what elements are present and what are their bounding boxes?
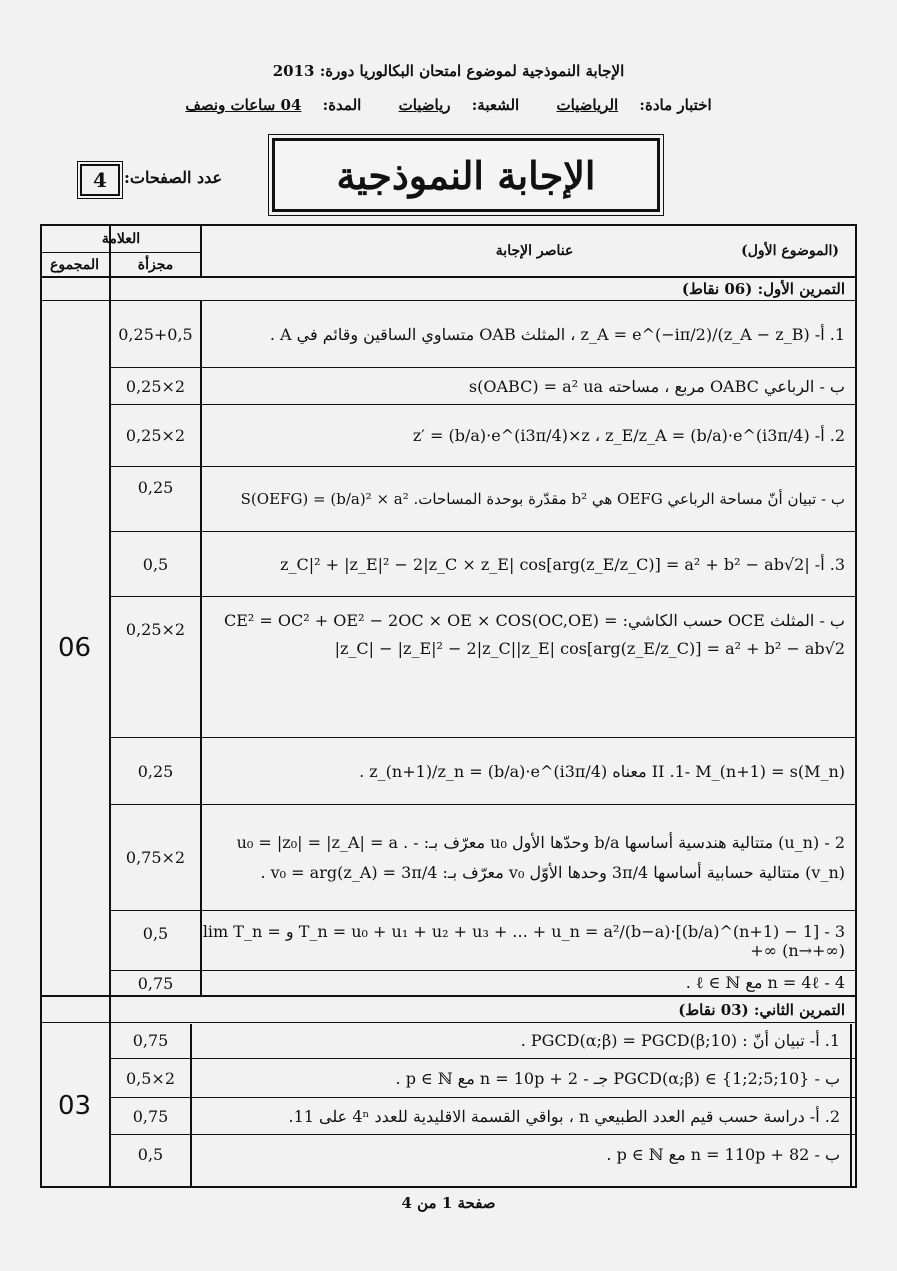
answer-cell: ب - تبيان أنّ مساحة الرباعي OEFG هي b² مقدّرة بوحدة المساحات. S(OEFG) = (b/a)² × a² <box>240 490 845 508</box>
answer-cell: ب - PGCD(α;β) ∈ {1;2;5;10} جـ - n = 10p + 2 مع p ∈ ℕ . <box>395 1068 840 1088</box>
answer-cell: 3. أ- |z_C|² + |z_E|² − 2|z_C × z_E| cos[arg(z_E/z_C)] = a² + b² − ab√2 <box>280 554 845 574</box>
grade-cell: 0,75 <box>137 973 174 993</box>
answer-cell: 3 - T_n = u₀ + u₁ + u₂ + u₃ + ... + u_n = a²/(b−a)·[(b/a)^(n+1) − 1] و lim T_n = +∞ (n→+∞) <box>202 921 845 960</box>
subject-value: الرياضيات <box>556 96 619 114</box>
grade-cell: 0,25×2 <box>125 619 186 639</box>
exercise2-total: 03 <box>57 1090 92 1121</box>
branch-value: رياضيات <box>398 96 451 114</box>
answer-cell: ب - المثلث OCE حسب الكاشي: CE² = OC² + OE² − 2OC × OE × COS(OC,OE) = |z_C| − |z_E|² − 2|z_C||z_E| cos[arg(z_E/z_C)] = a² + b² − ab√2 <box>224 611 845 658</box>
grade-cell: 0,25×2 <box>125 426 186 445</box>
grade-cell: 0,25 <box>137 477 174 497</box>
branch-label: الشعبة: <box>471 96 520 114</box>
exercise2-title: التمرين الثاني: (03 نقاط) <box>678 1000 845 1019</box>
pages-count-label: عدد الصفحات: <box>124 168 223 187</box>
grade-cell: 0,75×2 <box>125 848 186 867</box>
pages-count-value: 4 <box>80 164 120 196</box>
table-head-row <box>202 226 855 276</box>
grade-cell: 0,25+0,5 <box>118 324 193 344</box>
grade-cell: 0,5 <box>137 1144 164 1164</box>
exercise1-total: 06 <box>57 633 92 663</box>
total-label: المجموع <box>50 256 99 273</box>
grade-label: العلامة <box>101 231 141 247</box>
exercise1-title: التمرين الأول: (06 نقاط) <box>681 280 845 298</box>
answer-cell: 1. أ- (z_A − z_B)/z_A = e^(−iπ/2) ، المثلث OAB متساوي الساقين وقائم في A . <box>269 324 845 344</box>
answer-cell: 2 - (u_n) متتالية هندسية أساسها b/a وحدّها الأول u₀ معرّف بـ: u₀ = |z₀| = |z_A| = a . - (v_n) متتالية حسابية أساسها 3π/4 وحدها الأوّل v₀ معرّف بـ: v₀ = arg(z_A) = 3π/4 . <box>236 832 845 882</box>
grade-cell: 0,5×2 <box>125 1068 176 1088</box>
subject-label: اختبار مادة: <box>639 96 712 114</box>
duration-value: 04 ساعات ونصف <box>185 96 302 114</box>
answer-cell: 1. أ- تبيان أنّ : PGCD(α;β) = PGCD(β;10) . <box>520 1031 840 1050</box>
elements-label: عناصر الإجابة <box>495 243 574 259</box>
grade-cell: 0,25 <box>137 761 174 781</box>
grade-cell: 0,75 <box>132 1106 169 1126</box>
partial-label: مجزأة <box>137 256 174 273</box>
grade-cell: 0,5 <box>142 554 169 574</box>
page-title: الإجابة النموذجية <box>272 138 660 212</box>
answer-cell: ب - الرباعي OABC مربع ، مساحته s(OABC) = a² ua <box>468 376 845 396</box>
page-footer: صفحة 1 من 4 <box>401 1194 496 1212</box>
exam-info-line <box>0 96 897 114</box>
answer-cell: 2. أ- دراسة حسب قيم العدد الطبيعي n ، بواقي القسمة الاقليدية للعدد 4ⁿ على 11. <box>288 1106 840 1126</box>
grade-cell: 0,75 <box>132 1031 169 1050</box>
answer-cell: 4 - n = 4ℓ مع ℓ ∈ ℕ . <box>685 973 845 992</box>
exam-header-line: الإجابة النموذجية لموضوع امتحان البكالوريا دورة: 2013 <box>272 62 625 80</box>
answer-cell: ب - n = 110p + 82 مع p ∈ ℕ . <box>606 1144 840 1164</box>
answer-cell: II .1- M_(n+1) = s(M_n) معناه z_(n+1)/z_n = (b/a)·e^(i3π/4) . <box>359 761 845 781</box>
grade-cell: 0,5 <box>142 923 169 943</box>
divider <box>850 1024 852 1188</box>
answer-cell: 2. أ- z′ = (b/a)·e^(i3π/4)×z ، z_E/z_A = (b/a)·e^(i3π/4) <box>412 426 845 445</box>
duration-label: المدة: <box>322 96 362 114</box>
grade-cell: 0,25×2 <box>125 376 186 396</box>
topic-label: (الموضوع الأول) <box>741 243 839 259</box>
